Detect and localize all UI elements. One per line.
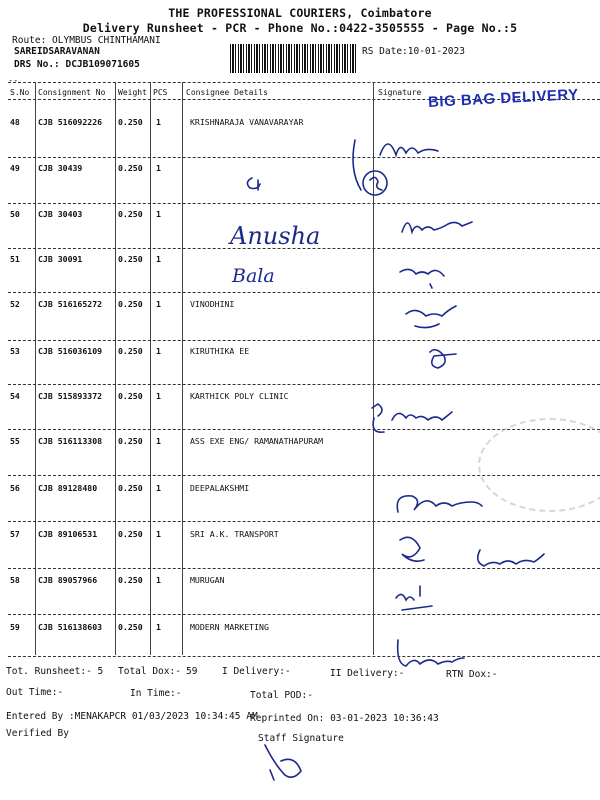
row-weight: 0.250: [118, 254, 143, 264]
out-time: Out Time:-: [6, 687, 64, 698]
row-consignee: MODERN MARKETING: [190, 622, 269, 632]
row-sno: 57: [10, 529, 20, 539]
row-weight: 0.250: [118, 436, 143, 446]
row-divider: [8, 384, 600, 385]
row-sno: 50: [10, 209, 20, 219]
row-consignment: CJB 30091: [38, 254, 83, 264]
row-consignment: CJB 516165272: [38, 299, 103, 309]
row-pcs: 1: [156, 483, 161, 493]
row-sno: 58: [10, 575, 20, 585]
row-consignee: SRI A.K. TRANSPORT: [190, 529, 279, 539]
row-divider: [8, 203, 600, 204]
entered-by: Entered By :MENAKAPCR 01/03/2023 10:34:45 AM: [6, 711, 258, 722]
col-divider: [115, 82, 116, 655]
row-sno: 49: [10, 163, 20, 173]
row-weight: 0.250: [118, 346, 143, 356]
row-consignment: CJB 30403: [38, 209, 83, 219]
total-dox-value: 59: [186, 666, 198, 677]
handwritten-name: Anusha: [230, 222, 321, 250]
row-pcs: 1: [156, 254, 161, 264]
row-consignment: CJB 516113308: [38, 436, 103, 446]
row-pcs: 1: [156, 529, 161, 539]
col-divider: [150, 82, 151, 655]
row-consignment: CJB 89128480: [38, 483, 98, 493]
office-stamp: [478, 418, 600, 512]
row-pcs: 1: [156, 209, 161, 219]
header-rule-top: [8, 82, 600, 83]
row-consignee: KIRUTHIKA EE: [190, 346, 250, 356]
row-sno: 56: [10, 483, 20, 493]
col-pcs: PCS: [153, 88, 168, 97]
row-weight: 0.250: [118, 575, 143, 585]
col-sno: S.No: [10, 88, 30, 97]
row-sno: 55: [10, 436, 20, 446]
row-pcs: 1: [156, 391, 161, 401]
row-consignee: KRISHNARAJA VANAVARAYAR: [190, 117, 304, 127]
row-weight: 0.250: [118, 483, 143, 493]
row-consignee: DEEPALAKSHMI: [190, 483, 250, 493]
row-sno: 52: [10, 299, 20, 309]
row-weight: 0.250: [118, 622, 143, 632]
reprinted-on: Reprinted On: 03-01-2023 10:36:43: [250, 713, 439, 724]
row-sno: 54: [10, 391, 20, 401]
col-signature: Signature: [378, 88, 422, 97]
rs-date: RS Date:10-01-2023: [362, 46, 465, 57]
tot-runsheet: Tot. Runsheet:- 5: [6, 666, 104, 677]
row-weight: 0.250: [118, 117, 143, 127]
verified-by: Verified By: [6, 728, 69, 739]
col-weight: Weight: [118, 88, 147, 97]
row-divider: [8, 568, 600, 569]
i-delivery: I Delivery:-: [222, 666, 291, 677]
row-pcs: 1: [156, 163, 161, 173]
total-pod: Total POD:-: [250, 690, 313, 701]
row-weight: 0.250: [118, 299, 143, 309]
row-weight: 0.250: [118, 209, 143, 219]
row-consignee: KARTHICK POLY CLINIC: [190, 391, 289, 401]
row-consignment: CJB 516036109: [38, 346, 103, 356]
row-consignment: CJB 516138603: [38, 622, 103, 632]
row-sno: 53: [10, 346, 20, 356]
row-sno: 59: [10, 622, 20, 632]
row-divider: [8, 340, 600, 341]
row-divider: [8, 656, 600, 657]
row-pcs: 1: [156, 436, 161, 446]
col-divider: [373, 82, 374, 655]
row-pcs: 1: [156, 575, 161, 585]
row-consignment: CJB 89057966: [38, 575, 98, 585]
row-weight: 0.250: [118, 163, 143, 173]
staff-name: SAREIDSARAVANAN: [14, 46, 100, 57]
row-consignee: ASS EXE ENG/ RAMANATHAPURAM: [190, 436, 324, 446]
rtn-dox: RTN Dox:-: [446, 669, 498, 680]
runsheet-subtitle: Delivery Runsheet - PCR - Phone No.:0422-3505555 - Page No.:5: [82, 21, 518, 35]
total-dox-label: Total Dox:-: [118, 666, 181, 677]
handwritten-name: Bala: [232, 265, 275, 287]
row-consignee: MURUGAN: [190, 575, 225, 585]
row-pcs: 1: [156, 346, 161, 356]
row-weight: 0.250: [118, 391, 143, 401]
row-consignment: CJB 30439: [38, 163, 83, 173]
row-divider: [8, 292, 600, 293]
row-sno: 51: [10, 254, 20, 264]
row-pcs: 1: [156, 117, 161, 127]
col-consignment: Consignment No: [38, 88, 106, 97]
row-consignment: CJB 516092226: [38, 117, 103, 127]
in-time: In Time:-: [130, 688, 182, 699]
row-sno: 48: [10, 117, 20, 127]
company-title: THE PROFESSIONAL COURIERS, Coimbatore: [168, 6, 432, 20]
row-consignment: CJB 515893372: [38, 391, 103, 401]
row-pcs: 1: [156, 622, 161, 632]
row-weight: 0.250: [118, 529, 143, 539]
row-pcs: 1: [156, 299, 161, 309]
barcode: [230, 44, 358, 73]
row-consignee: VINODHINI: [190, 299, 235, 309]
route-label: Route: OLYMBUS CHINTHAMANI: [12, 35, 161, 46]
row-divider: [8, 157, 600, 158]
col-divider: [35, 82, 36, 655]
row-consignment: CJB 89106531: [38, 529, 98, 539]
big-bag-delivery-stamp: BIG BAG DELIVERY: [427, 86, 580, 111]
col-consignee: Consignee Details: [186, 88, 268, 97]
staff-signature: Staff Signature: [258, 733, 344, 744]
drs-number: DRS No.: DCJB109071605: [14, 59, 140, 70]
col-divider: [182, 82, 183, 655]
row-divider: [8, 614, 600, 615]
row-divider: [8, 521, 600, 522]
ii-delivery: II Delivery:-: [330, 668, 405, 679]
